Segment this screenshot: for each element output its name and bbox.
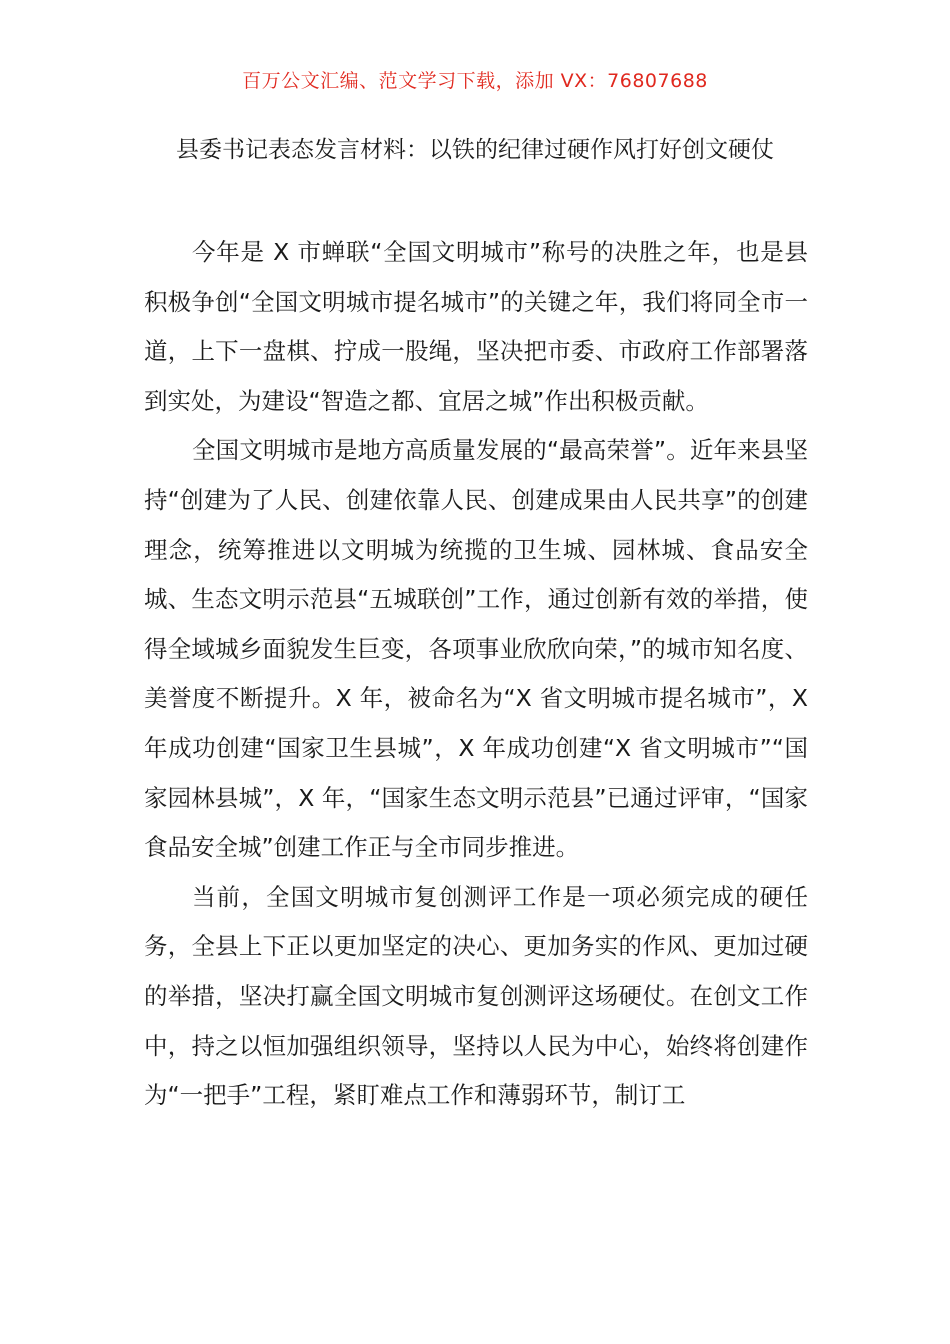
paragraph-2: 全国文明城市是地方高质量发展的“最高荣誉”。近年来县坚持“创建为了人民、创建依靠人民、创建成果由人民共享”的创建理念，统筹推进以文明城为统揽的卫生城、园林城、食品安全城、生态文明示范县“五城联创”工作，通过创新有效的举措，使得全域城乡面貌发生巨变，各项事业欣欣向荣，”的城市知名度、美誉度不断提升。X 年，被命名为“X 省文明城市提名城市”，X 年成功创建“国家卫生县城”，X 年成功创建“X 省文明城市”“国家园林县城”，X 年，“国家生态文明示范县”已通过评审，“国家食品安全城”创建工作正与全市同步推进。: [144, 436, 808, 862]
header-banner: 百万公文汇编、范文学习下载，添加 VX：76807688: [242, 70, 708, 92]
paragraph-3: 当前，全国文明城市复创测评工作是一项必须完成的硬任务，全县上下正以更加坚定的决心、更加务实的作风、更加过硬的举措，坚决打赢全国文明城市复创测评这场硬仗。在创文工作中，持之以恒加强组织领导，坚持以人民为中心，始终将创建作为“一把手”工程，紧盯难点工作和薄弱环节，制订工: [144, 882, 808, 1110]
paragraph-1: 今年是 X 市蝉联“全国文明城市”称号的决胜之年，也是县积极争创“全国文明城市提名城市”的关键之年，我们将同全市一道，上下一盘棋、拧成一股绳，坚决把市委、市政府工作部署落到实处，为建设“智造之都、宜居之城”作出积极贡献。: [144, 238, 808, 415]
document-title: 县委书记表态发言材料：以铁的纪律过硬作风打好创文硬仗: [176, 137, 774, 163]
document-body: [144, 228, 808, 1121]
